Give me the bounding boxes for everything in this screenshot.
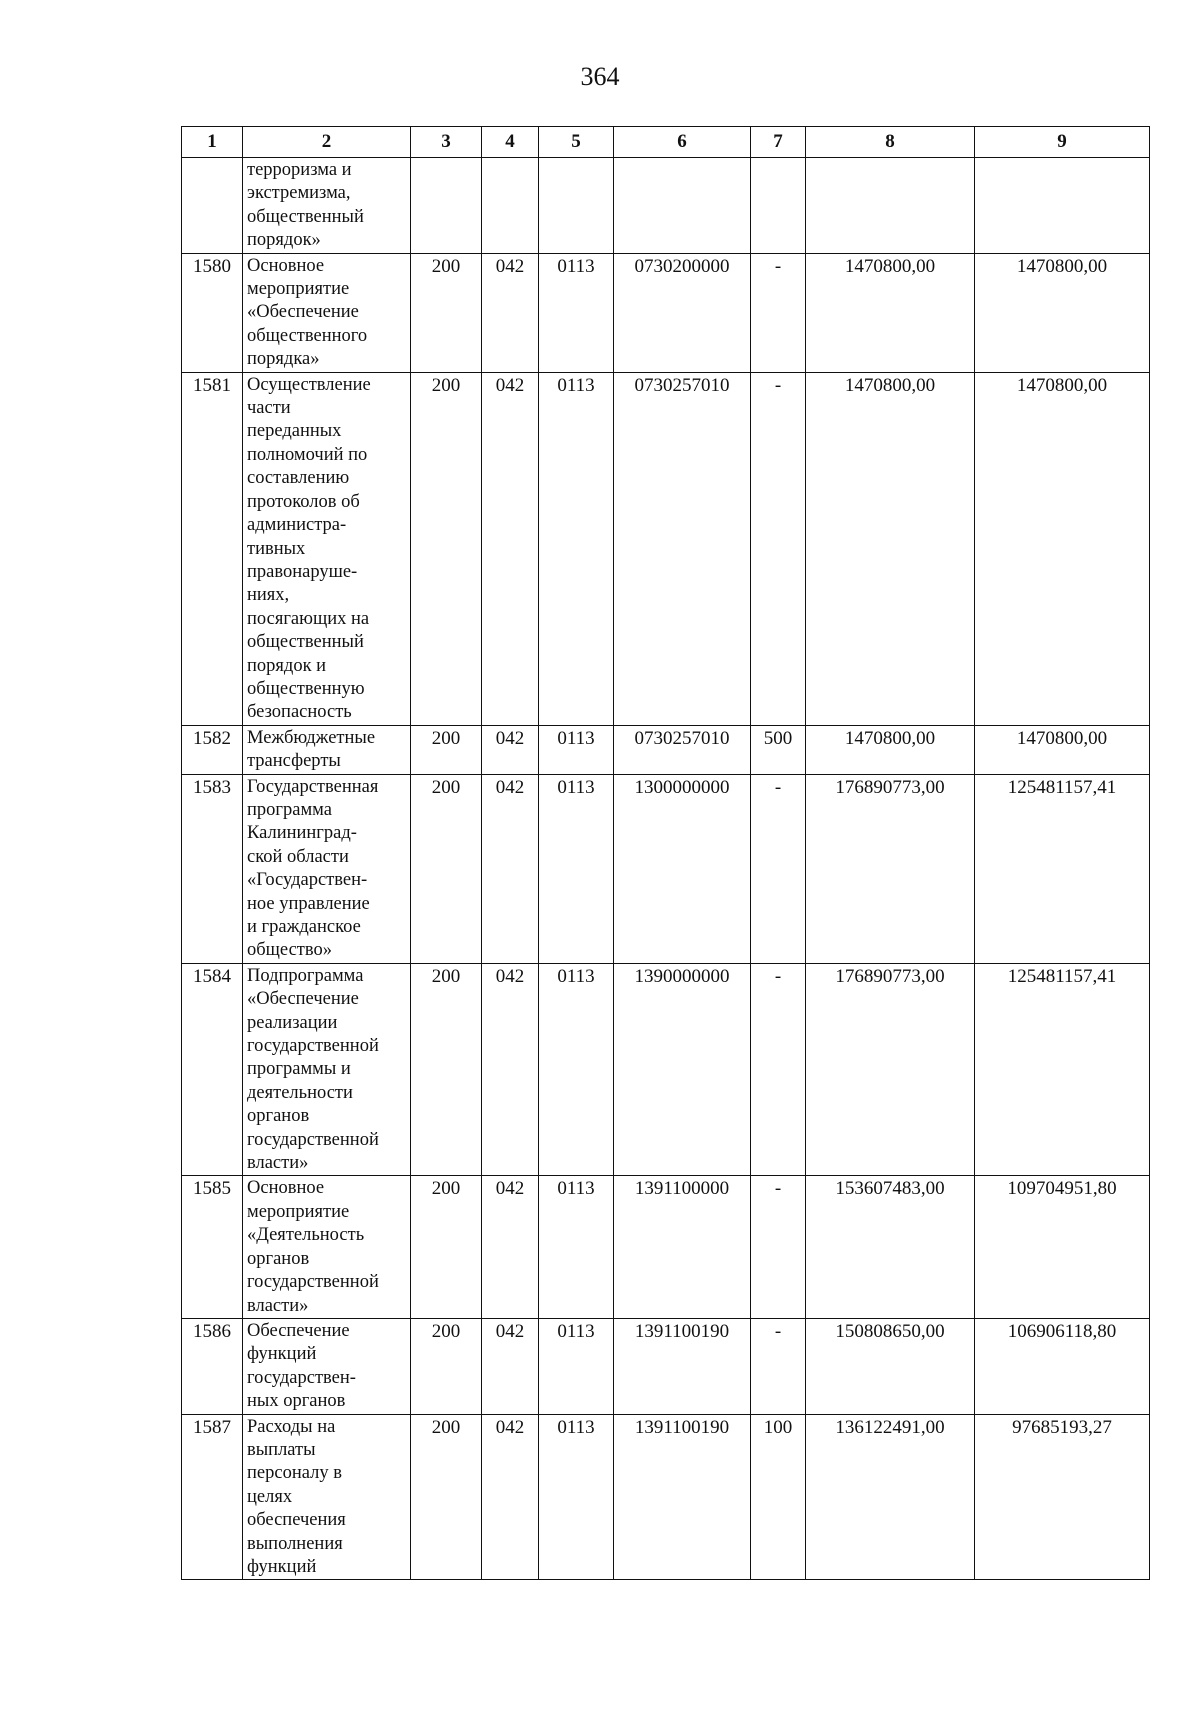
description-cell: Подпрограмма «Обеспечение реализации государственной программы и деятельности органов государственной власти»	[243, 963, 411, 1176]
row-number-cell: 1583	[182, 774, 243, 963]
amount-cell: 109704951,80	[975, 1176, 1150, 1318]
code-cell: 0113	[539, 1414, 614, 1580]
code-cell: 042	[482, 372, 539, 725]
header-cell: 8	[806, 127, 975, 158]
code-cell: 042	[482, 1318, 539, 1414]
amount-cell: 136122491,00	[806, 1414, 975, 1580]
amount-cell: 125481157,41	[975, 963, 1150, 1176]
code-cell: -	[751, 253, 806, 372]
code-cell	[482, 158, 539, 254]
table-row	[182, 725, 1150, 774]
description-cell: Расходы на выплаты персоналу в целях обеспечения выполнения функций	[243, 1414, 411, 1580]
table-row	[182, 1414, 1150, 1580]
header-cell: 1	[182, 127, 243, 158]
row-number-cell: 1580	[182, 253, 243, 372]
row-number-cell: 1586	[182, 1318, 243, 1414]
code-cell: 200	[411, 372, 482, 725]
code-cell: 042	[482, 1176, 539, 1318]
amount-cell: 176890773,00	[806, 963, 975, 1176]
code-cell: 200	[411, 253, 482, 372]
header-row	[182, 127, 1150, 158]
code-cell: 1391100190	[614, 1318, 751, 1414]
header-cell: 5	[539, 127, 614, 158]
table-row	[182, 1176, 1150, 1318]
code-cell	[751, 158, 806, 254]
amount-cell: 106906118,80	[975, 1318, 1150, 1414]
description-cell: Осуществление части переданных полномочий по составлению протоколов об администра- тивных правонаруше- ниях, посягающих на общественный порядок и общественную безопасность	[243, 372, 411, 725]
code-cell: 1390000000	[614, 963, 751, 1176]
row-number-cell: 1582	[182, 725, 243, 774]
code-cell: 0113	[539, 372, 614, 725]
code-cell: 042	[482, 774, 539, 963]
header-cell: 7	[751, 127, 806, 158]
code-cell: 0730200000	[614, 253, 751, 372]
amount-cell: 176890773,00	[806, 774, 975, 963]
row-number-cell: 1584	[182, 963, 243, 1176]
code-cell: 042	[482, 1414, 539, 1580]
code-cell: 0113	[539, 774, 614, 963]
amount-cell: 97685193,27	[975, 1414, 1150, 1580]
table-row	[182, 372, 1150, 725]
description-cell: Межбюджетные трансферты	[243, 725, 411, 774]
amount-cell	[975, 158, 1150, 254]
page-number: 364	[580, 62, 620, 91]
code-cell: 0730257010	[614, 372, 751, 725]
code-cell: 200	[411, 774, 482, 963]
amount-cell: 1470800,00	[975, 253, 1150, 372]
code-cell: 500	[751, 725, 806, 774]
amount-cell: 1470800,00	[975, 725, 1150, 774]
code-cell: 100	[751, 1414, 806, 1580]
amount-cell: 153607483,00	[806, 1176, 975, 1318]
code-cell: 200	[411, 725, 482, 774]
code-cell: 0113	[539, 963, 614, 1176]
code-cell: 0113	[539, 1176, 614, 1318]
header-cell: 4	[482, 127, 539, 158]
row-number-cell	[182, 158, 243, 254]
amount-cell: 1470800,00	[806, 372, 975, 725]
code-cell	[614, 158, 751, 254]
code-cell: -	[751, 963, 806, 1176]
description-cell: Основное мероприятие «Обеспечение общественного порядка»	[243, 253, 411, 372]
table-row	[182, 963, 1150, 1176]
code-cell: 042	[482, 963, 539, 1176]
header-cell: 9	[975, 127, 1150, 158]
code-cell	[539, 158, 614, 254]
table-row	[182, 253, 1150, 372]
code-cell	[411, 158, 482, 254]
amount-cell: 1470800,00	[806, 253, 975, 372]
budget-table	[181, 126, 1150, 1580]
code-cell: -	[751, 1318, 806, 1414]
row-number-cell: 1581	[182, 372, 243, 725]
header-cell: 3	[411, 127, 482, 158]
code-cell: -	[751, 774, 806, 963]
description-cell: Обеспечение функций государствен- ных органов	[243, 1318, 411, 1414]
row-number-cell: 1587	[182, 1414, 243, 1580]
amount-cell: 1470800,00	[806, 725, 975, 774]
header-cell: 6	[614, 127, 751, 158]
description-cell: Государственная программа Калининград- ской области «Государствен- ное управление и гражданское общество»	[243, 774, 411, 963]
code-cell: 1391100190	[614, 1414, 751, 1580]
code-cell: 1391100000	[614, 1176, 751, 1318]
code-cell: 0113	[539, 1318, 614, 1414]
table-row	[182, 774, 1150, 963]
code-cell: 0730257010	[614, 725, 751, 774]
table-row	[182, 158, 1150, 254]
code-cell: 1300000000	[614, 774, 751, 963]
header-cell: 2	[243, 127, 411, 158]
code-cell: 200	[411, 1176, 482, 1318]
code-cell: 200	[411, 1414, 482, 1580]
code-cell: 042	[482, 725, 539, 774]
code-cell: -	[751, 372, 806, 725]
code-cell: 042	[482, 253, 539, 372]
code-cell: 200	[411, 1318, 482, 1414]
amount-cell: 150808650,00	[806, 1318, 975, 1414]
description-cell: Основное мероприятие «Деятельность органов государственной власти»	[243, 1176, 411, 1318]
table-row	[182, 1318, 1150, 1414]
amount-cell: 1470800,00	[975, 372, 1150, 725]
code-cell: 0113	[539, 725, 614, 774]
code-cell: 200	[411, 963, 482, 1176]
row-number-cell: 1585	[182, 1176, 243, 1318]
amount-cell: 125481157,41	[975, 774, 1150, 963]
code-cell: 0113	[539, 253, 614, 372]
description-cell: терроризма и экстремизма, общественный порядок»	[243, 158, 411, 254]
code-cell: -	[751, 1176, 806, 1318]
amount-cell	[806, 158, 975, 254]
